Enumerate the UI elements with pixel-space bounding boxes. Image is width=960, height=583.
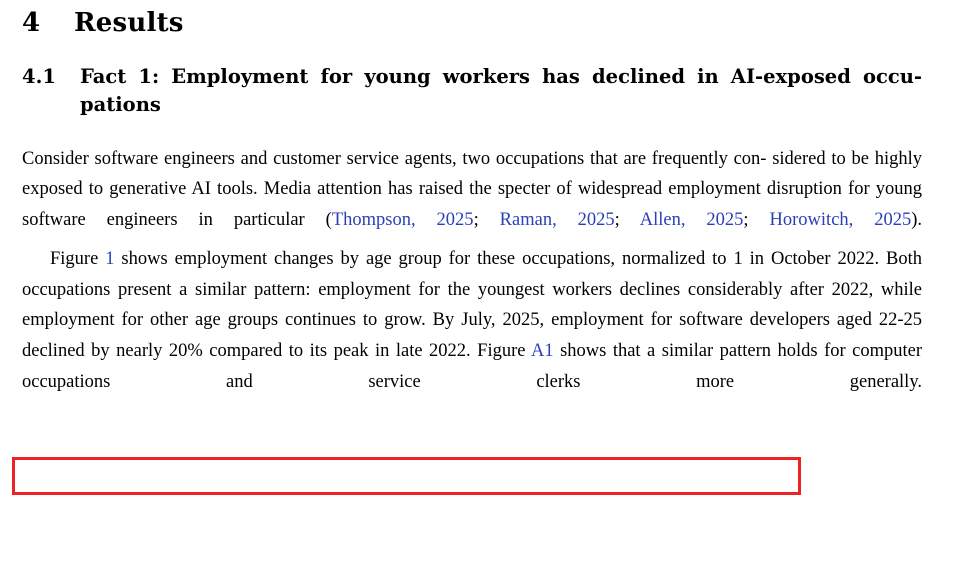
citation-link-allen[interactable]: Allen, 2025 bbox=[639, 210, 744, 231]
text-run: ; bbox=[614, 210, 640, 231]
subsection-heading-line-1 bbox=[22, 63, 922, 91]
red-highlight-rectangle bbox=[12, 457, 801, 495]
figure-ref-1[interactable]: 1 bbox=[105, 248, 115, 269]
text-line bbox=[22, 249, 764, 269]
subsection-heading-line-2: pations bbox=[80, 93, 161, 117]
citation-link-horowitch[interactable]: Horowitch, 2025 bbox=[769, 210, 912, 231]
text-line bbox=[500, 210, 922, 230]
text-run: ; bbox=[743, 210, 770, 231]
text-run: its peak in late 2022. Figure bbox=[309, 340, 531, 361]
text-line: declines considerably after 2022, while employment for other age groups continues to grow. By bbox=[22, 279, 923, 331]
subsection-title-line-1: Fact 1: Employment for young workers has declined in AI-exposed occu- bbox=[80, 65, 922, 89]
paragraph-1 bbox=[22, 120, 922, 236]
text-line: service clerks more generally. bbox=[368, 371, 922, 392]
text-run: ; bbox=[473, 210, 479, 231]
text-line: October 2022. Both occupations present a similar pattern: employment for the youngest workers bbox=[22, 248, 922, 300]
text-run: ). bbox=[911, 210, 923, 231]
section-heading bbox=[22, 0, 922, 39]
subsection-number: 4.1 bbox=[22, 65, 56, 89]
highlighted-text-line: July, 2025, employment for software developers aged 22-25 declined by nearly 20% compared to bbox=[22, 310, 922, 361]
citation-link-thompson[interactable]: Thompson, 2025 bbox=[331, 210, 474, 231]
text-line: sidered to be highly exposed to generative AI tools. Media attention has raised the specter of bbox=[22, 148, 922, 200]
figure-ref-a1[interactable]: A1 bbox=[530, 340, 554, 361]
paragraph-2 bbox=[22, 236, 922, 398]
text-run: Figure bbox=[50, 248, 106, 269]
text-run: shows that a similar pattern holds for computer occupations and bbox=[22, 340, 923, 392]
section-number: 4 bbox=[22, 8, 41, 38]
text-run: widespread employment disruption for young software engineers in particular ( bbox=[22, 179, 923, 231]
document-content bbox=[22, 0, 922, 397]
section-title: Results bbox=[74, 8, 184, 38]
text-run: shows employment changes by age group for these occupations, normalized to 1 in bbox=[114, 248, 765, 269]
subsection-heading bbox=[22, 39, 922, 120]
citation-link-raman[interactable]: Raman, 2025 bbox=[499, 210, 615, 231]
text-line: Consider software engineers and customer service agents, two occupations that are frequently con- bbox=[22, 148, 767, 169]
